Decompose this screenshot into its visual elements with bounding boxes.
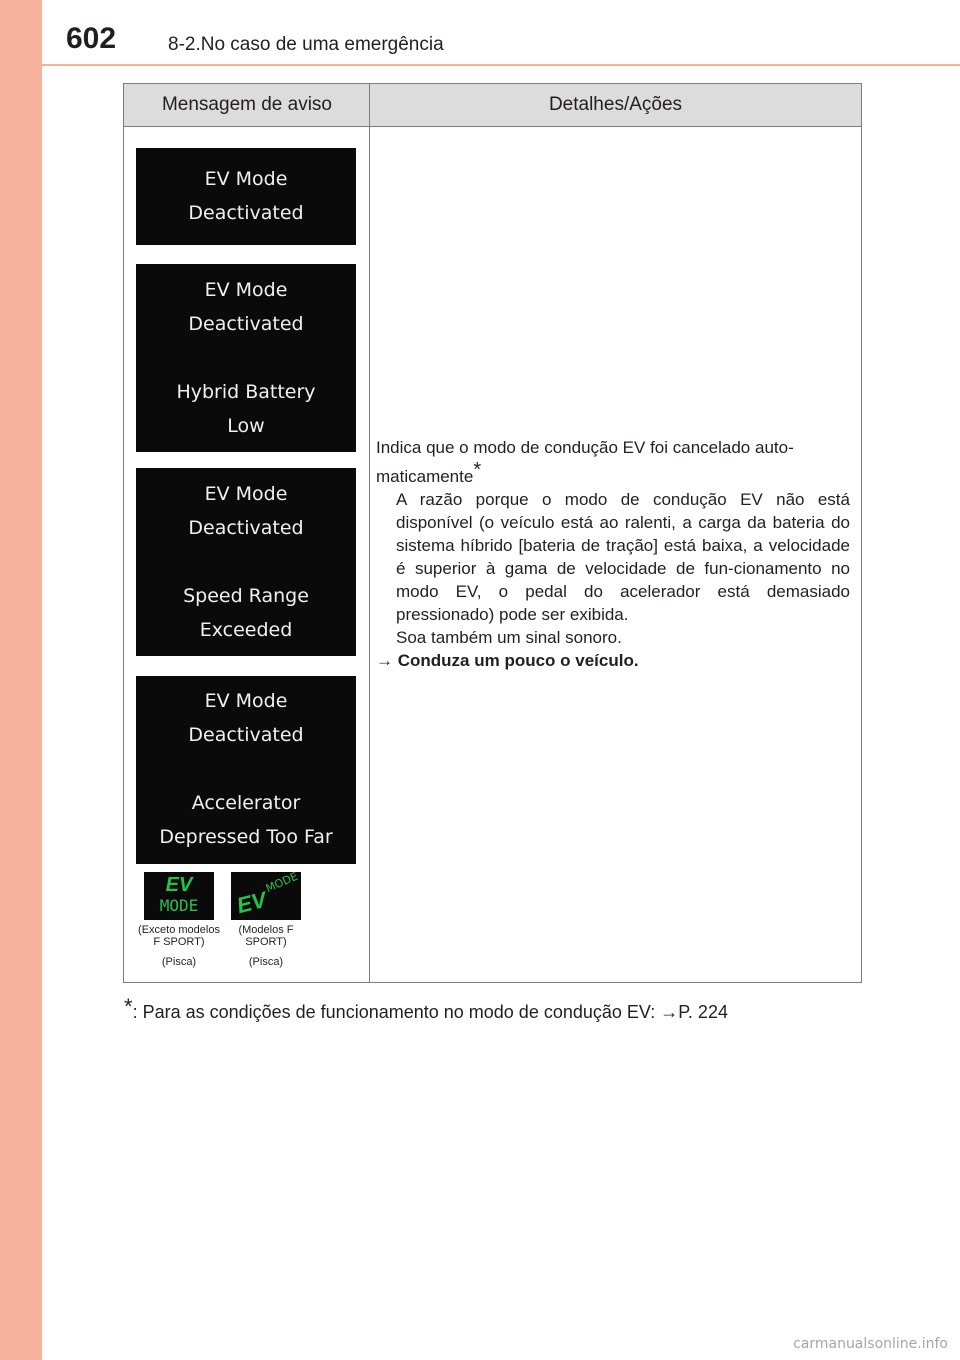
screen-line: Depressed Too Far	[159, 826, 333, 848]
screen-line: EV Mode	[204, 279, 288, 301]
screen-line: Speed Range	[183, 585, 309, 607]
header-rule	[42, 64, 960, 66]
side-color-strip	[0, 0, 42, 1360]
indicator-caption: (Modelos F SPORT)	[238, 924, 294, 948]
screen-line: EV Mode	[204, 168, 288, 190]
indicator-blink-note: (Pisca)	[248, 956, 284, 968]
ev-mode-indicator-icon	[144, 872, 214, 920]
footnote-marker: *	[124, 994, 133, 1019]
section-title: 8-2.No caso de uma emergência	[168, 34, 444, 55]
screen-line: EV Mode	[204, 690, 288, 712]
page-header	[42, 0, 960, 66]
footnote-marker: *	[473, 459, 482, 481]
footnote	[124, 994, 864, 1023]
details-intro-text: Indica que o modo de condução EV foi cancelado auto-maticamente	[376, 438, 794, 486]
details-intro	[376, 436, 850, 488]
page-number: 602	[66, 22, 117, 55]
message-screen-hybrid-battery-low	[136, 264, 356, 452]
footnote-text: : Para as condições de funcionamento no modo de condução EV: →P. 224	[132, 1002, 728, 1022]
message-screen-speed-range-exceeded	[136, 468, 356, 656]
site-watermark: carmanualsonline.info	[793, 1336, 948, 1352]
ev-label: EV	[165, 874, 193, 896]
warning-message-table	[123, 83, 862, 983]
indicator-caption: (Exceto modelos F SPORT)	[138, 924, 220, 948]
details-actions-cell	[376, 436, 850, 672]
ev-mode-fsport-indicator-icon	[231, 869, 301, 920]
screen-line: Hybrid Battery	[176, 381, 316, 403]
table-header-row	[124, 84, 861, 127]
mode-label: MODE	[159, 896, 199, 915]
screen-line: Deactivated	[188, 313, 304, 335]
screen-line: Low	[227, 415, 265, 437]
screen-line: Deactivated	[188, 724, 304, 746]
details-sound: Soa também um sinal sonoro.	[396, 628, 622, 647]
screen-line: Deactivated	[188, 517, 304, 539]
column-header-details: Detalhes/Ações	[548, 94, 683, 115]
details-reason: A razão porque o modo de condução EV não está disponível (o veículo está ao ralenti, a carga da bateria do sistema híbrido [bateria de tração] está baixa, a velocidade é superior à gama de velocidade de fun-cionamento no modo EV, o pedal do acelerador está demasiado pressionado) pode ser exibida.	[396, 490, 850, 624]
indicator-blink-note: (Pisca)	[161, 956, 197, 968]
message-screen-accelerator-depressed	[136, 676, 356, 864]
screen-line: Deactivated	[188, 202, 304, 224]
screen-line: EV Mode	[204, 483, 288, 505]
column-header-message: Mensagem de aviso	[161, 94, 333, 115]
action-text: Conduza um pouco o veículo.	[397, 651, 639, 670]
mode-label: MODE	[263, 869, 300, 896]
screen-line: Exceeded	[199, 619, 293, 641]
message-screen-ev-deactivated	[136, 148, 356, 245]
ev-label: EV	[234, 886, 269, 919]
column-divider	[369, 84, 370, 982]
arrow-icon: →	[376, 651, 393, 670]
screen-line: Accelerator	[191, 792, 301, 814]
details-action	[376, 649, 850, 672]
